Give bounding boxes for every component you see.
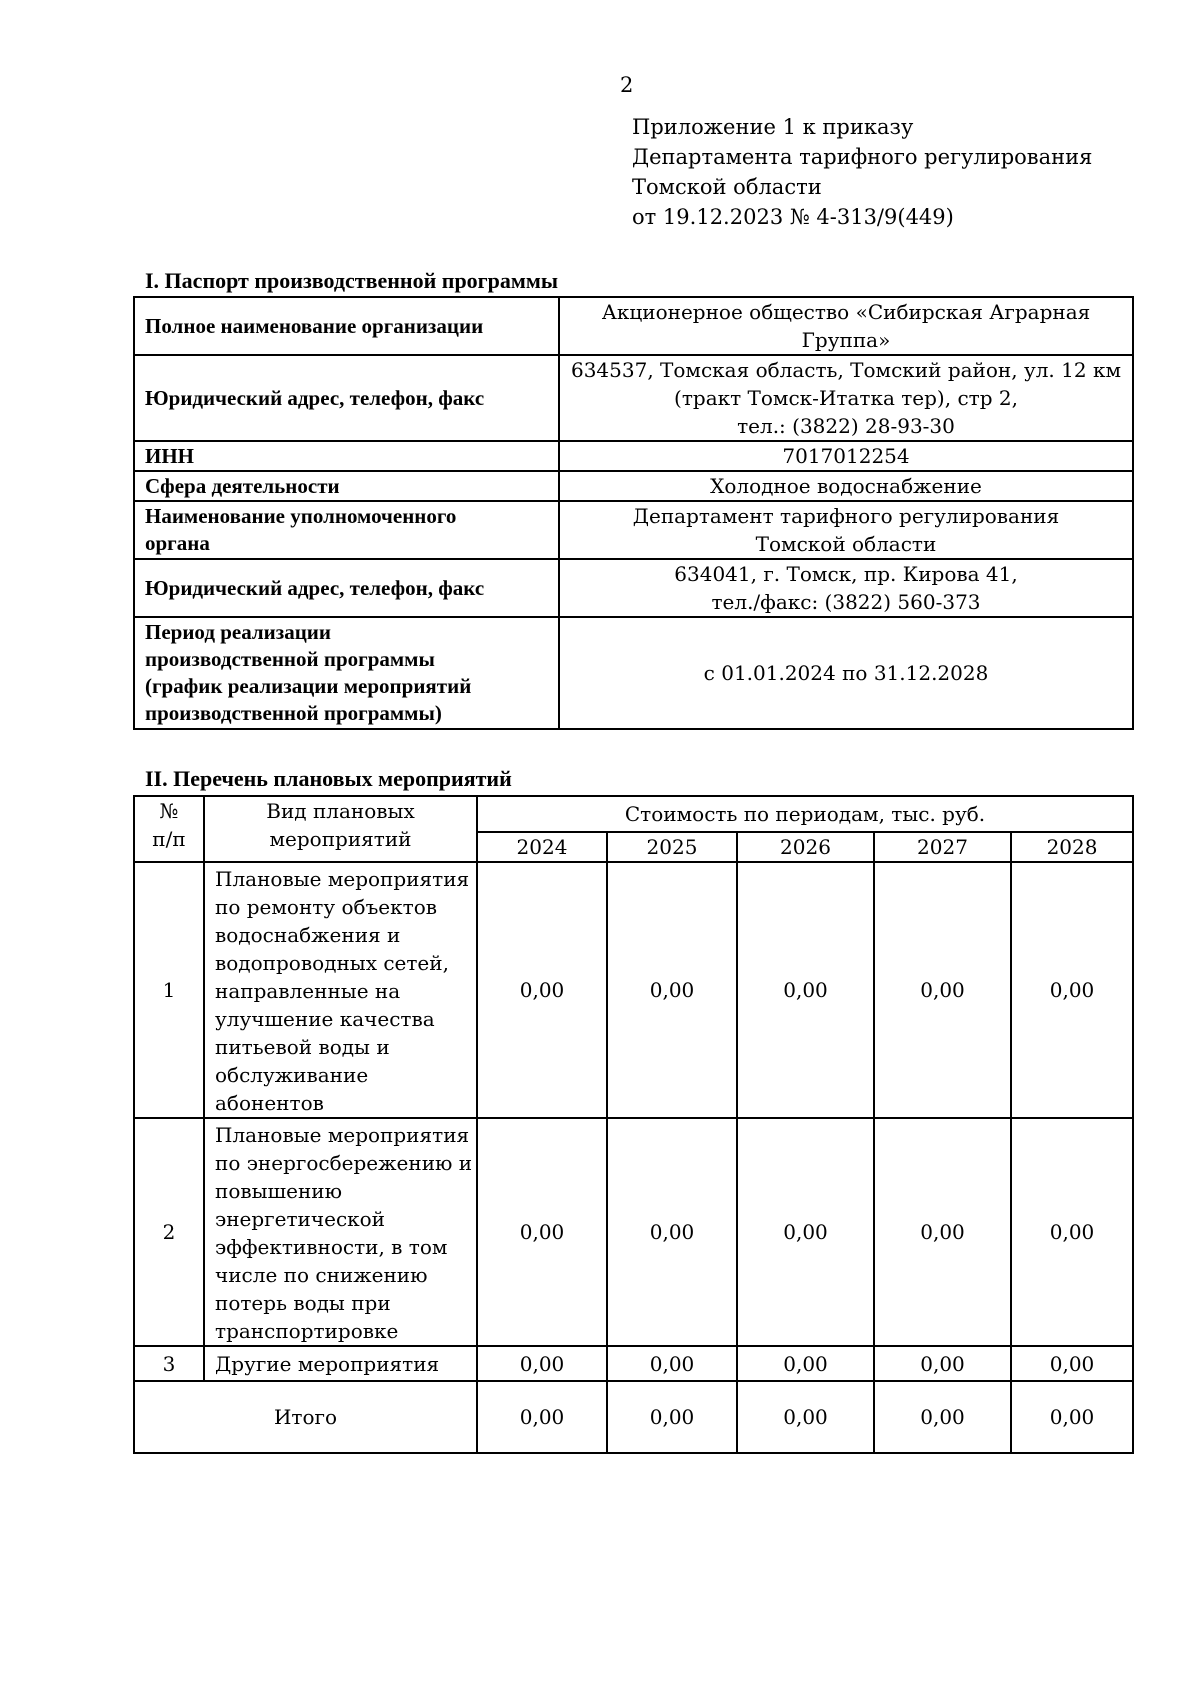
row-number: 2 <box>134 1118 204 1346</box>
passport-label-line: производственной программы <box>145 647 435 671</box>
passport-label-line: Наименование уполномоченного <box>145 504 457 528</box>
header-year: 2027 <box>874 832 1011 862</box>
header-year: 2024 <box>477 832 607 862</box>
passport-label <box>134 559 559 617</box>
passport-value-line: Департамент тарифного регулирования <box>632 504 1060 528</box>
section-2-title: II. Перечень плановых мероприятий <box>145 766 512 791</box>
passport-table <box>133 296 1134 730</box>
passport-label-line: ИНН <box>145 443 195 468</box>
passport-row <box>134 297 1133 355</box>
passport-label <box>134 441 559 471</box>
table-row <box>134 862 1133 1118</box>
passport-value-line: Холодное водоснабжение <box>710 474 982 498</box>
header-year: 2028 <box>1011 832 1133 862</box>
passport-label-line: Сфера деятельности <box>145 473 340 498</box>
cost-value: 0,00 <box>1011 1346 1133 1381</box>
cost-value: 0,00 <box>737 862 874 1118</box>
measure-name-line: водопроводных сетей, <box>215 951 449 975</box>
passport-value <box>559 559 1133 617</box>
measure-name-line: абонентов <box>215 1091 324 1115</box>
cost-value: 0,00 <box>1011 862 1133 1118</box>
total-value: 0,00 <box>607 1381 737 1453</box>
cost-value: 0,00 <box>737 1346 874 1381</box>
total-row <box>134 1381 1133 1453</box>
passport-label <box>134 501 559 559</box>
measure-name <box>204 1346 477 1381</box>
appendix-line: Томской области <box>632 175 822 199</box>
measure-name-line: питьевой воды и <box>215 1035 390 1059</box>
measure-name-line: обслуживание <box>215 1063 369 1087</box>
header-measure-type-line: Вид плановых <box>266 799 415 823</box>
cost-value: 0,00 <box>874 862 1011 1118</box>
table-row <box>134 1346 1133 1381</box>
appendix-line: от 19.12.2023 № 4-313/9(449) <box>632 205 954 229</box>
cost-value: 0,00 <box>1011 1118 1133 1346</box>
measure-name <box>204 1118 477 1346</box>
passport-value-line: 634041, г. Томск, пр. Кирова 41, <box>674 562 1018 586</box>
cost-value: 0,00 <box>477 862 607 1118</box>
passport-row <box>134 441 1133 471</box>
passport-value <box>559 441 1133 471</box>
header-number-line: № <box>159 799 179 823</box>
header-cost: Стоимость по периодам, тыс. руб. <box>477 796 1133 832</box>
measure-name-line: Плановые мероприятия <box>215 867 470 891</box>
measure-name-line: по энергосбережению и <box>215 1151 473 1175</box>
measure-name-line: водоснабжения и <box>215 923 401 947</box>
cost-value: 0,00 <box>477 1346 607 1381</box>
passport-value-line: 7017012254 <box>782 444 910 468</box>
passport-value-line: с 01.01.2024 по 31.12.2028 <box>703 661 989 685</box>
total-value: 0,00 <box>477 1381 607 1453</box>
passport-value <box>559 501 1133 559</box>
header-measure-type-line: мероприятий <box>269 827 412 851</box>
passport-value-line: 634537, Томская область, Томский район, ул. 12 км <box>570 358 1122 382</box>
passport-value <box>559 355 1133 441</box>
measure-name-line: транспортировке <box>215 1319 399 1343</box>
header-number-line: п/п <box>152 827 186 851</box>
cost-value: 0,00 <box>874 1118 1011 1346</box>
section-1-title: I. Паспорт производственной программы <box>145 268 559 293</box>
measure-name-line: числе по снижению <box>215 1263 428 1287</box>
cost-value: 0,00 <box>874 1346 1011 1381</box>
passport-value <box>559 297 1133 355</box>
appendix-header <box>632 112 1092 232</box>
passport-row <box>134 471 1133 501</box>
passport-label-line: производственной программы) <box>145 701 442 725</box>
measure-name-line: Другие мероприятия <box>215 1351 440 1376</box>
measures-table <box>133 795 1134 1454</box>
appendix-line: Приложение 1 к приказу <box>632 115 914 139</box>
passport-row <box>134 355 1133 441</box>
passport-label-line: Юридический адрес, телефон, факс <box>145 575 485 600</box>
row-number: 1 <box>134 862 204 1118</box>
total-label: Итого <box>134 1381 477 1453</box>
measure-name-line: Плановые мероприятия <box>215 1123 470 1147</box>
cost-value: 0,00 <box>477 1118 607 1346</box>
total-value: 0,00 <box>874 1381 1011 1453</box>
measure-name-line: потерь воды при <box>215 1291 391 1315</box>
cost-value: 0,00 <box>737 1118 874 1346</box>
header-number <box>134 796 204 862</box>
measure-name-line: направленные на <box>215 979 401 1003</box>
cost-value: 0,00 <box>607 1118 737 1346</box>
passport-label <box>134 617 559 729</box>
passport-label <box>134 471 559 501</box>
total-value: 0,00 <box>1011 1381 1133 1453</box>
table-row <box>134 1118 1133 1346</box>
passport-value <box>559 617 1133 729</box>
measure-name-line: энергетической <box>215 1207 386 1231</box>
passport-value-line: Группа» <box>801 328 891 352</box>
passport-row <box>134 501 1133 559</box>
passport-label-line: Период реализации <box>145 620 332 644</box>
header-year: 2026 <box>737 832 874 862</box>
passport-label-line: Полное наименование организации <box>145 313 484 338</box>
passport-value <box>559 471 1133 501</box>
row-number: 3 <box>134 1346 204 1381</box>
measure-name-line: эффективности, в том <box>215 1235 448 1259</box>
header-measure-type <box>204 796 477 862</box>
total-value: 0,00 <box>737 1381 874 1453</box>
appendix-line: Департамента тарифного регулирования <box>632 145 1093 169</box>
passport-label <box>134 297 559 355</box>
passport-row <box>134 559 1133 617</box>
passport-value-line: (тракт Томск-Итатка тер), стр 2, <box>674 386 1018 410</box>
passport-value-line: Томской области <box>755 532 937 556</box>
passport-label-line: органа <box>145 531 210 555</box>
header-year: 2025 <box>607 832 737 862</box>
passport-label-line: Юридический адрес, телефон, факс <box>145 385 485 410</box>
measure-name-line: по ремонту объектов <box>215 895 437 919</box>
measure-name-line: повышению <box>215 1179 343 1203</box>
passport-row <box>134 617 1133 729</box>
passport-value-line: Акционерное общество «Сибирская Аграрная <box>601 300 1091 324</box>
cost-value: 0,00 <box>607 862 737 1118</box>
passport-label <box>134 355 559 441</box>
passport-value-line: тел./факс: (3822) 560-373 <box>711 590 981 614</box>
cost-value: 0,00 <box>607 1346 737 1381</box>
measure-name <box>204 862 477 1118</box>
passport-label-line: (график реализации мероприятий <box>145 674 472 698</box>
page-number: 2 <box>620 73 634 97</box>
passport-value-line: тел.: (3822) 28-93-30 <box>737 414 955 438</box>
measure-name-line: улучшение качества <box>215 1007 435 1031</box>
